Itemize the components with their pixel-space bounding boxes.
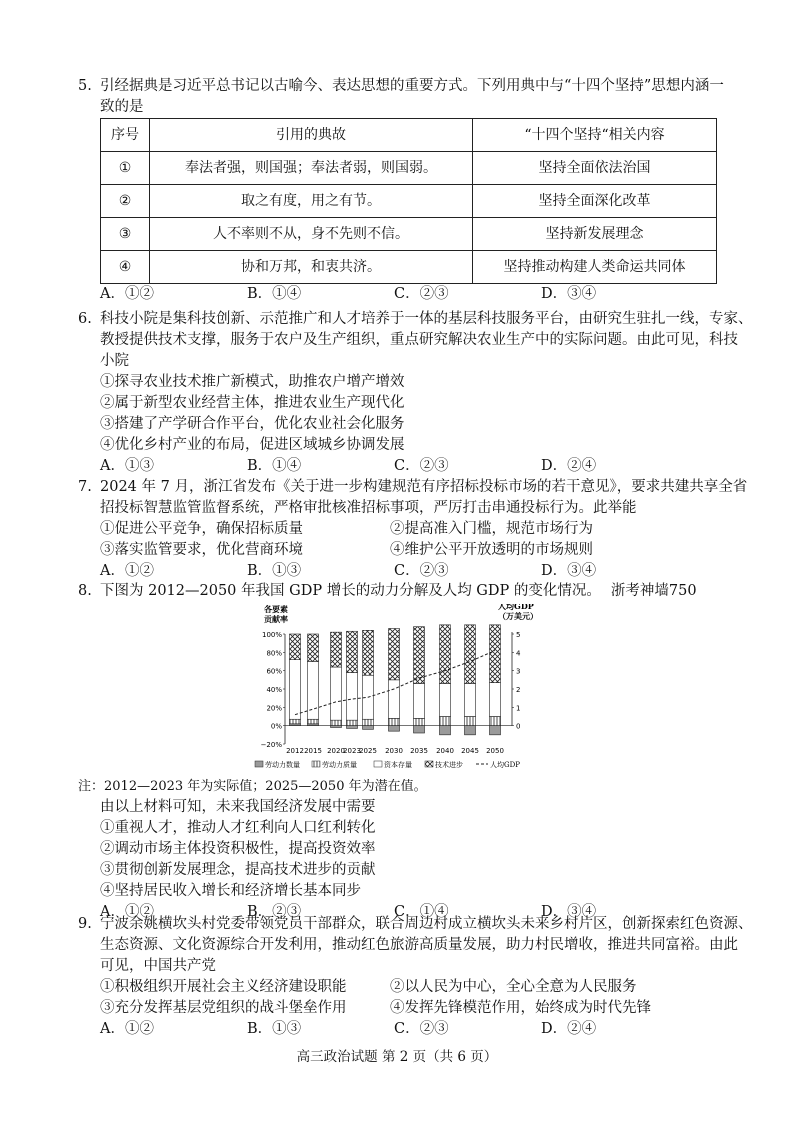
left-axis-title: 各要素 <box>264 604 288 614</box>
bar-segment-2 <box>465 684 476 717</box>
statement-item: ④坚持居民收入增长和经济增长基本同步 <box>100 883 361 899</box>
option-c[interactable]: C．②③ <box>394 1021 449 1037</box>
legend-swatch <box>255 761 263 767</box>
answer-options <box>78 456 718 477</box>
bar-segment-3 <box>308 634 319 662</box>
option-c[interactable]: C．②③ <box>394 458 449 474</box>
statement-item: ①促进公平竞争，确保招标质量 <box>100 521 303 537</box>
question-stem: 引经据典是习近平总书记以古喻今、表达思想的重要方式。下列用典中与“十四个坚持”思想内涵一 <box>100 78 724 94</box>
bar-segment-1 <box>347 720 358 726</box>
option-b[interactable]: B．①③ <box>247 563 302 579</box>
legend-swatch <box>374 761 382 767</box>
legend-label: 劳动力数量 <box>265 761 300 769</box>
gdp-chart <box>250 604 550 774</box>
watermark-text: 浙考神墙750 <box>610 583 697 599</box>
question-9 <box>78 914 753 1040</box>
bar-segment-1 <box>440 717 451 726</box>
left-tick-label: 40% <box>266 686 282 694</box>
bar-segment-3 <box>465 625 476 684</box>
quotation-table <box>100 118 717 284</box>
table-cell: ① <box>101 152 150 185</box>
legend-label: 资本存量 <box>384 761 412 769</box>
left-tick-label: −20% <box>260 741 282 749</box>
question-7 <box>78 477 748 582</box>
table-header: “十四个坚持“相关内容 <box>473 119 717 152</box>
question-lead: 由以上材料可知，未来我国经济发展中需要 <box>100 799 376 815</box>
left-axis-title: 贡献率 <box>264 614 288 624</box>
right-axis-title: 人均GDP <box>498 604 534 611</box>
table-cell: ④ <box>101 251 150 284</box>
question-stem: 科技小院是集科技创新、示范推广和人才培养于一体的基层科技服务平台，由研究生驻扎一线，专家、 <box>100 311 753 327</box>
bar-segment-3 <box>290 634 301 660</box>
bar-segment-0 <box>414 726 425 733</box>
legend-swatch <box>425 761 433 767</box>
statement-grid <box>78 977 718 1019</box>
answer-options <box>78 284 718 305</box>
right-tick-label: 2 <box>516 686 521 694</box>
right-tick-label: 0 <box>516 722 521 731</box>
legend-label: 技术进步 <box>435 761 463 769</box>
table-cell: 坚持全面深化改革 <box>473 185 717 218</box>
bar-segment-1 <box>490 717 501 726</box>
bar-segment-0 <box>389 726 400 732</box>
table-header-row <box>101 119 717 152</box>
bar-segment-3 <box>389 629 400 680</box>
option-a[interactable]: A．①③ <box>100 458 154 474</box>
left-tick-label: 60% <box>266 667 282 676</box>
question-stem-cont: 招投标智慧监管监督系统，严格审批核准招标事项，严厉打击串通投标行为。此举能 <box>100 500 637 516</box>
table-row <box>101 185 717 218</box>
bar-segment-1 <box>465 717 476 726</box>
question-number: 9. <box>78 916 92 932</box>
bar-segment-3 <box>331 632 342 667</box>
bar-segment-3 <box>490 625 501 683</box>
question-stem-cont: 生态资源、文化资源综合开发利用，推动红色旅游高质量发展，助力村民增收，推进共同富裕。由此 <box>100 937 738 953</box>
statement-item: ②属于新型农业经营主体，推进农业生产现代化 <box>100 395 405 411</box>
bar-segment-1 <box>389 718 400 725</box>
option-c[interactable]: C．②③ <box>394 286 449 302</box>
table-cell: 坚持新发展理念 <box>473 218 717 251</box>
statement-item: ④优化乡村产业的布局，促进区域城乡协调发展 <box>100 437 405 453</box>
statement-item: ③充分发挥基层党组织的战斗堡垒作用 <box>100 1000 347 1016</box>
option-c[interactable]: C．①④ <box>394 904 449 920</box>
bar-segment-3 <box>363 630 374 675</box>
table-cell: ③ <box>101 218 150 251</box>
bar-segment-2 <box>490 683 501 717</box>
option-d[interactable]: D．②④ <box>541 1021 597 1037</box>
bar-segment-3 <box>440 625 451 684</box>
right-tick-label: 4 <box>516 649 521 658</box>
table-cell: 人不率则不从，身不先则不信。 <box>150 218 473 251</box>
answer-options <box>78 561 718 582</box>
table-row <box>101 152 717 185</box>
option-b[interactable]: B．①④ <box>247 286 302 302</box>
statement-item: ④维护公平开放透明的市场规则 <box>390 542 593 558</box>
option-b[interactable]: B．②③ <box>247 904 302 920</box>
table-cell: 取之有度，用之有节。 <box>150 185 473 218</box>
bar-segment-3 <box>347 631 358 672</box>
x-tick-label: 2035 <box>410 747 428 755</box>
right-axis-title: （万美元） <box>498 611 538 621</box>
question-number: 6. <box>78 311 92 327</box>
statement-grid <box>78 519 718 561</box>
statement-item: ③搭建了产学研合作平台，优化农业社会化服务 <box>100 416 405 432</box>
bar-segment-2 <box>308 662 319 720</box>
bar-segment-1 <box>290 719 301 724</box>
table-cell: 坚持全面依法治国 <box>473 152 717 185</box>
x-tick-label: 2050 <box>486 747 504 755</box>
left-tick-label: 80% <box>266 649 282 658</box>
statement-item: ②提高准入门槛，规范市场行为 <box>390 521 593 537</box>
table-cell: 奉法者强，则国强；奉法者弱，则国弱。 <box>150 152 473 185</box>
x-tick-label: 2030 <box>385 747 403 755</box>
option-d[interactable]: D．②④ <box>541 458 597 474</box>
right-tick-label: 1 <box>516 704 521 713</box>
bar-segment-1 <box>363 719 374 725</box>
question-stem-cont: 小院 <box>100 353 129 369</box>
x-tick-label: 2025 <box>359 747 377 755</box>
bar-segment-0 <box>347 726 358 729</box>
option-b[interactable]: B．①③ <box>247 1021 302 1037</box>
page-footer: 高三政治试题 第 2 页（共 6 页） <box>296 1049 498 1065</box>
question-6 <box>78 309 753 477</box>
bar-segment-2 <box>440 684 451 717</box>
table-cell: 坚持推动构建人类命运共同体 <box>473 251 717 284</box>
bar-segment-2 <box>389 680 400 719</box>
chart-note: 注：2012—2023 年为实际值；2025—2050 年为潜在值。 <box>78 779 427 794</box>
option-a[interactable]: A．①② <box>100 904 154 920</box>
question-stem-cont: 可见，中国共产党 <box>100 958 216 974</box>
table-row <box>101 218 717 251</box>
question-stem: 宁波余姚横坎头村党委带领党员干部群众，联合周边村成立横坎头未来乡村片区，创新探索红色资源、 <box>100 916 753 932</box>
x-tick-label: 2012 <box>286 747 304 755</box>
statement-item: ②以人民为中心，全心全意为人民服务 <box>390 979 637 995</box>
option-a[interactable]: A．①② <box>100 286 154 302</box>
option-c[interactable]: C．②③ <box>394 563 449 579</box>
statement-item: ①积极组织开展社会主义经济建设职能 <box>100 979 347 995</box>
bar-segment-2 <box>290 660 301 720</box>
right-tick-label: 5 <box>516 631 521 639</box>
bar-segment-1 <box>331 720 342 726</box>
question-number: 7. <box>78 479 92 495</box>
question-number: 5. <box>78 78 92 94</box>
legend-swatch <box>312 761 320 767</box>
statement-item: ②调动市场主体投资积极性，提高投资效率 <box>100 841 376 857</box>
bar-segment-0 <box>465 726 476 735</box>
bar-segment-0 <box>440 726 451 735</box>
question-stem: 下图为 2012—2050 年我国 GDP 增长的动力分解及人均 GDP 的变化情况。 <box>100 583 601 599</box>
bar-segment-0 <box>363 726 374 730</box>
option-d[interactable]: D．③④ <box>541 563 597 579</box>
x-tick-label: 2045 <box>461 747 479 755</box>
table-header: 引用的典故 <box>150 119 473 152</box>
table-header: 序号 <box>101 119 150 152</box>
bar-segment-1 <box>414 718 425 725</box>
x-tick-label: 2023 <box>343 747 361 755</box>
bar-segment-2 <box>347 673 358 721</box>
bar-segment-0 <box>490 726 501 735</box>
bar-segment-3 <box>414 627 425 684</box>
left-tick-label: 100% <box>261 631 282 639</box>
question-8 <box>78 581 718 602</box>
question-8-cont <box>78 776 718 923</box>
statement-item: ④发挥先锋模范作用，始终成为时代先锋 <box>390 1000 651 1016</box>
right-tick-label: 3 <box>516 667 521 676</box>
statement-item: ①重视人才，推动人才红利向人口红利转化 <box>100 820 376 836</box>
table-row <box>101 251 717 284</box>
bar-segment-2 <box>331 667 342 720</box>
bar-segment-2 <box>414 684 425 719</box>
x-tick-label: 2020 <box>327 747 345 755</box>
gdp-chart-svg <box>250 604 550 774</box>
question-stem-cont: 教授提供技术支撑，服务于农户及生产组织，重点研究解决农业生产中的实际问题。由此可见，科技 <box>100 332 738 348</box>
option-d[interactable]: D．③④ <box>541 286 597 302</box>
option-a[interactable]: A．①② <box>100 1021 154 1037</box>
question-number: 8. <box>78 583 92 599</box>
table-cell: 协和万邦，和衷共济。 <box>150 251 473 284</box>
legend-label: 人均GDP <box>490 761 520 769</box>
question-stem-cont: 致的是 <box>100 99 144 115</box>
statement-item: ①探寻农业技术推广新模式，助推农户增产增效 <box>100 374 405 390</box>
statement-item: ③贯彻创新发展理念，提高技术进步的贡献 <box>100 862 376 878</box>
answer-options <box>78 1019 718 1040</box>
x-tick-label: 2040 <box>436 747 454 755</box>
legend-label: 劳动力质量 <box>322 761 357 769</box>
question-5 <box>78 76 724 305</box>
option-b[interactable]: B．①④ <box>247 458 302 474</box>
x-tick-label: 2015 <box>304 747 322 755</box>
table-cell: ② <box>101 185 150 218</box>
bar-segment-1 <box>308 719 319 724</box>
left-tick-label: 0% <box>270 722 282 731</box>
option-d[interactable]: D．③④ <box>541 904 597 920</box>
left-tick-label: 20% <box>266 704 282 713</box>
option-a[interactable]: A．①② <box>100 563 154 579</box>
question-stem: 2024 年 7 月，浙江省发布《关于进一步构建规范有序招标投标市场的若干意见》，要求共建共享全省 <box>100 479 748 495</box>
statement-item: ③落实监管要求，优化营商环境 <box>100 542 303 558</box>
